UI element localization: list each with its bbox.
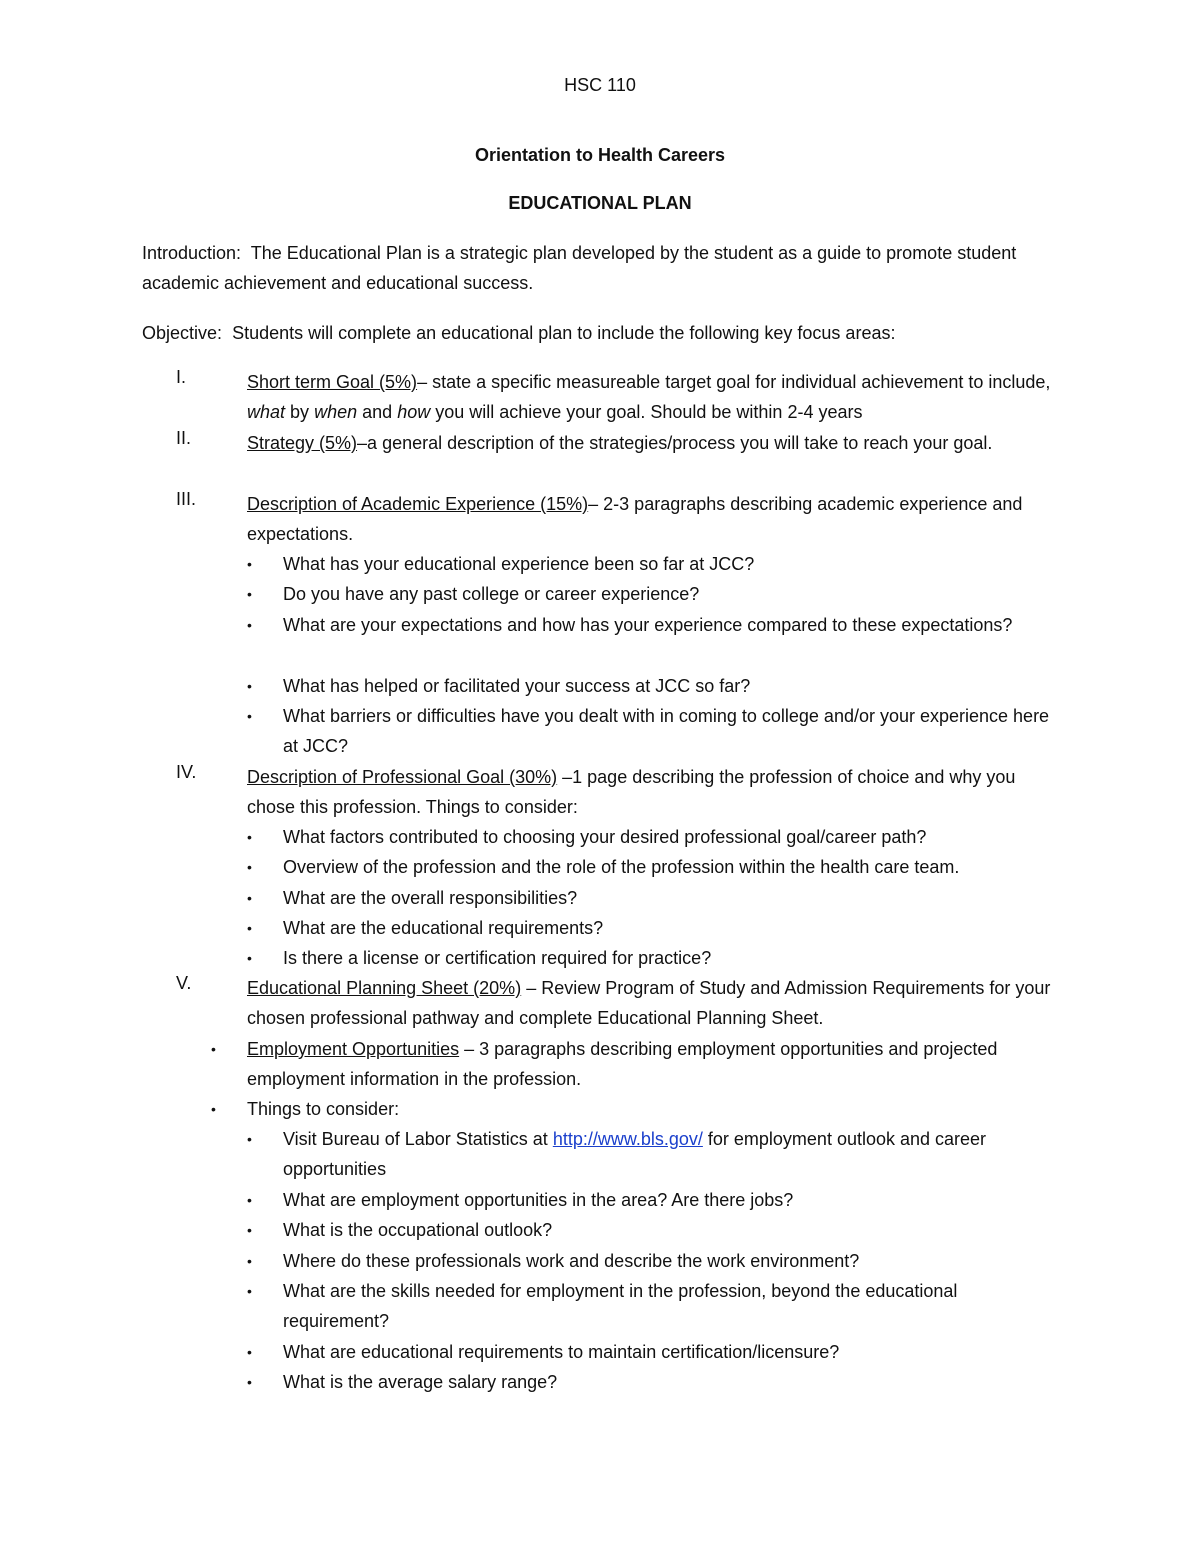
item-2-title: Strategy (5%) [247,433,358,453]
item-1-title: Short term Goal (5%) [247,372,418,392]
bullet-glyph: • [247,617,252,633]
document-title: EDUCATIONAL PLAN [508,193,692,213]
list-item: Where do these professionals work and describe the work environment? [283,1251,860,1271]
list-item: What are your expectations and how has your experience compared to these expectations? [283,615,1013,635]
item-4-description: Description of Professional Goal (30%) –1 page describing the profession of choice and why you chose this profession. Things to consider: [247,767,1016,818]
item-3-numeral: III. [176,489,197,509]
list-item: What are the skills needed for employment in the profession, beyond the educational requirement? [283,1281,958,1332]
bullet-glyph: • [247,1283,252,1299]
item-2-description: Strategy (5%)–a general description of the strategies/process you will take to reach your goal. [247,433,993,453]
introduction-label: Introduction: [142,243,242,263]
list-item: What are employment opportunities in the area? Are there jobs? [283,1190,794,1210]
bullet-glyph: • [247,859,252,875]
bullet-glyph: • [247,950,252,966]
introduction-text: The Educational Plan is a strategic plan developed by the student as a guide to promote student academic achievement and educational success. [142,243,1017,293]
item-3-title: Description of Academic Experience (15%) [247,494,589,514]
employment-opportunities-item: Employment Opportunities – 3 paragraphs describing employment opportunities and projected employment information in the profession. [247,1039,998,1090]
bullet-glyph: • [247,1222,252,1238]
list-item: Is there a license or certification required for practice? [283,948,712,968]
bullet-glyph: • [247,890,252,906]
bullet-glyph: • [247,829,252,845]
bullet-glyph: • [247,1192,252,1208]
bullet-glyph: • [247,708,252,724]
bullet-glyph: • [247,1374,252,1390]
course-title: Orientation to Health Careers [474,145,726,165]
item-2-numeral: II. [176,428,192,448]
item-1-description: Short term Goal (5%)– state a specific measureable target goal for individual achievement to include, what by when and how you will achieve your goal. Should be within 2-4 years [247,372,1051,423]
bullet-glyph: • [211,1041,216,1057]
list-item: What has helped or facilitated your success at JCC so far? [283,676,751,696]
list-item: Do you have any past college or career experience? [283,584,700,604]
list-item: Overview of the profession and the role of the profession within the health care team. [283,857,960,877]
bullet-glyph: • [211,1101,216,1117]
introduction-paragraph [142,238,1062,298]
item-4-numeral: IV. [176,762,197,782]
list-item: What is the occupational outlook? [283,1220,553,1240]
objective-paragraph [142,318,1062,348]
item-5-numeral: V. [176,973,192,993]
list-item: What is the average salary range? [283,1372,558,1392]
item-3-description: Description of Academic Experience (15%)– 2-3 paragraphs describing academic experience and expectations. [247,494,1023,545]
list-item: What are the overall responsibilities? [283,888,578,908]
bullet-glyph: • [247,1131,252,1147]
bullet-glyph: • [247,556,252,572]
list-item: What are educational requirements to maintain certification/licensure? [283,1342,840,1362]
bls-link[interactable]: http://www.bls.gov/ [552,1129,703,1149]
list-item: What has your educational experience been so far at JCC? [283,554,755,574]
list-item: What factors contributed to choosing your desired professional goal/career path? [283,827,927,847]
item-5-title: Educational Planning Sheet (20%) [247,978,522,998]
objective-text: Students will complete an educational plan to include the following key focus areas: [232,323,896,343]
bullet-glyph: • [247,678,252,694]
bullet-glyph: • [247,1253,252,1269]
bullet-glyph: • [247,1344,252,1360]
things-to-consider-label: Things to consider: [247,1099,400,1119]
objective-label: Objective: [142,323,223,343]
item-5-description: Educational Planning Sheet (20%) – Review Program of Study and Admission Requirements for your chosen professional pathway and complete Educational Planning Sheet. [247,978,1051,1029]
bullet-glyph: • [247,586,252,602]
list-item: What are the educational requirements? [283,918,604,938]
item-4-title: Description of Professional Goal (30%) [247,767,558,787]
employment-opportunities-title: Employment Opportunities [247,1039,460,1059]
list-item: What barriers or difficulties have you dealt with in coming to college and/or your experience here at JCC? [283,706,1050,757]
course-code: HSC 110 [564,75,636,95]
bullet-glyph: • [247,920,252,936]
list-item: Visit Bureau of Labor Statistics at http://www.bls.gov/ for employment outlook and career opportunities [283,1129,987,1180]
item-1-numeral: I. [176,367,187,387]
